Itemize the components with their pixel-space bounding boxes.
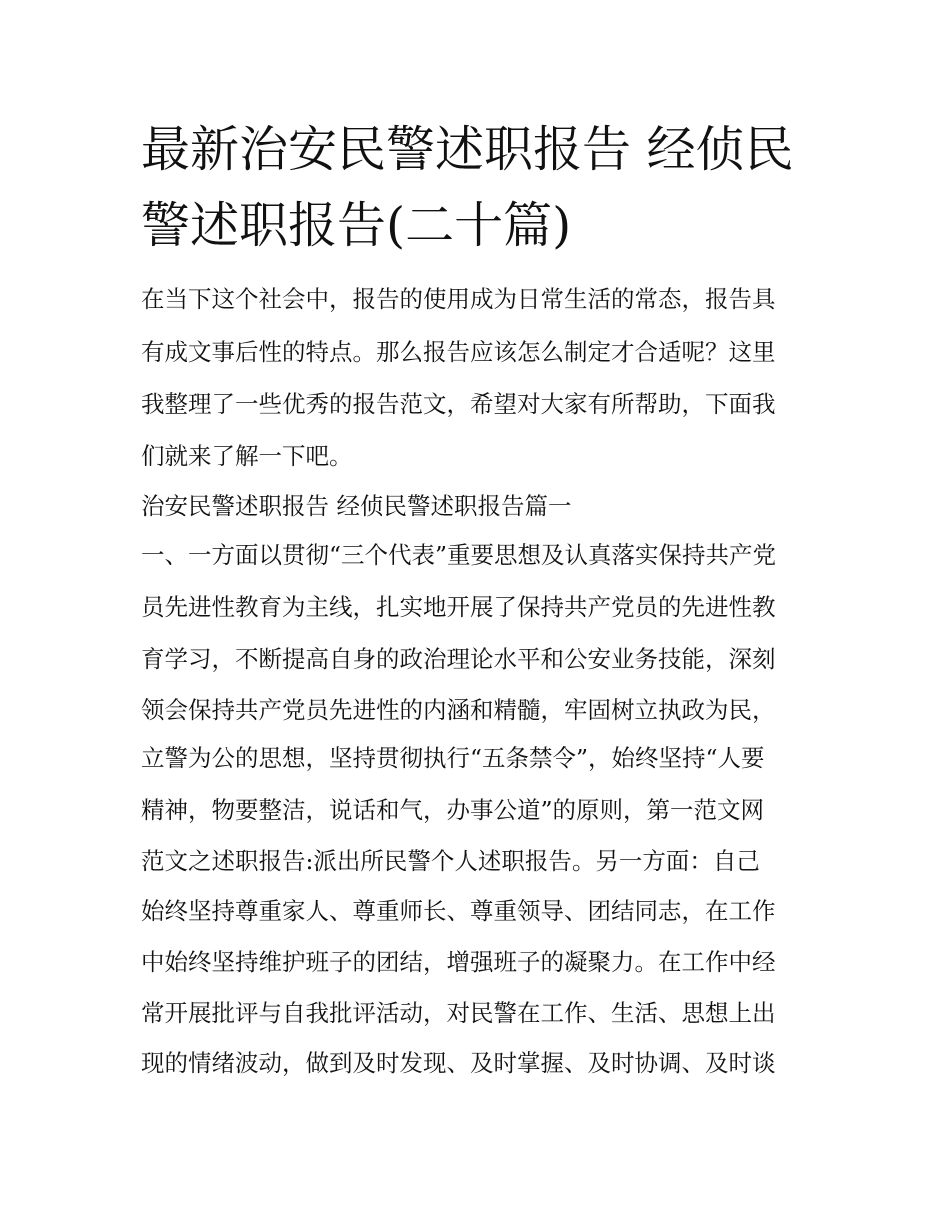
section-heading: 治安民警述职报告 经侦民警述职报告篇一 bbox=[141, 492, 572, 520]
document-title bbox=[141, 112, 813, 264]
intro-paragraph-line: 在当下这个社会中，报告的使用成为日常生活的常态，报告具 bbox=[141, 285, 776, 313]
body-paragraph-line: 一、一方面以贯彻“三个代表”重要思想及认真落实保持共产党 bbox=[141, 541, 777, 569]
body-paragraph-line: 领会保持共产党员先进性的内涵和精髓，牢固树立执政为民， bbox=[141, 696, 776, 724]
body-paragraph-line: 现的情绪波动，做到及时发现、及时掌握、及时协调、及时谈 bbox=[141, 1049, 776, 1077]
body-paragraph-line: 育学习，不断提高自身的政治理论水平和公安业务技能，深刻 bbox=[141, 645, 776, 673]
intro-paragraph-line: 们就来了解一下吧。 bbox=[141, 442, 353, 470]
title-line-1: 最新治安民警述职报告 经侦民 bbox=[141, 121, 794, 178]
body-paragraph-line: 精神，物要整洁，说话和气，办事公道”的原则，第一范文网 bbox=[141, 796, 765, 824]
body-paragraph-line: 立警为公的思想，坚持贯彻执行“五条禁令”，始终坚持“人要 bbox=[141, 744, 765, 772]
title-line-2: 警述职报告(二十篇) bbox=[141, 197, 572, 254]
intro-paragraph-line: 我整理了一些优秀的报告范文，希望对大家有所帮助，下面我 bbox=[141, 390, 776, 418]
document-page bbox=[141, 112, 813, 264]
body-paragraph-line: 常开展批评与自我批评活动，对民警在工作、生活、思想上出 bbox=[141, 999, 776, 1027]
intro-paragraph-line: 有成文事后性的特点。那么报告应该怎么制定才合适呢？这里 bbox=[141, 338, 776, 366]
body-paragraph-line: 始终坚持尊重家人、尊重师长、尊重领导、团结同志，在工作 bbox=[141, 897, 776, 925]
body-paragraph-line: 范文之述职报告:派出所民警个人述职报告。另一方面：自己 bbox=[141, 847, 760, 875]
body-paragraph-line: 中始终坚持维护班子的团结，增强班子的凝聚力。在工作中经 bbox=[141, 948, 776, 976]
body-paragraph-line: 员先进性教育为主线，扎实地开展了保持共产党员的先进性教 bbox=[141, 593, 776, 621]
